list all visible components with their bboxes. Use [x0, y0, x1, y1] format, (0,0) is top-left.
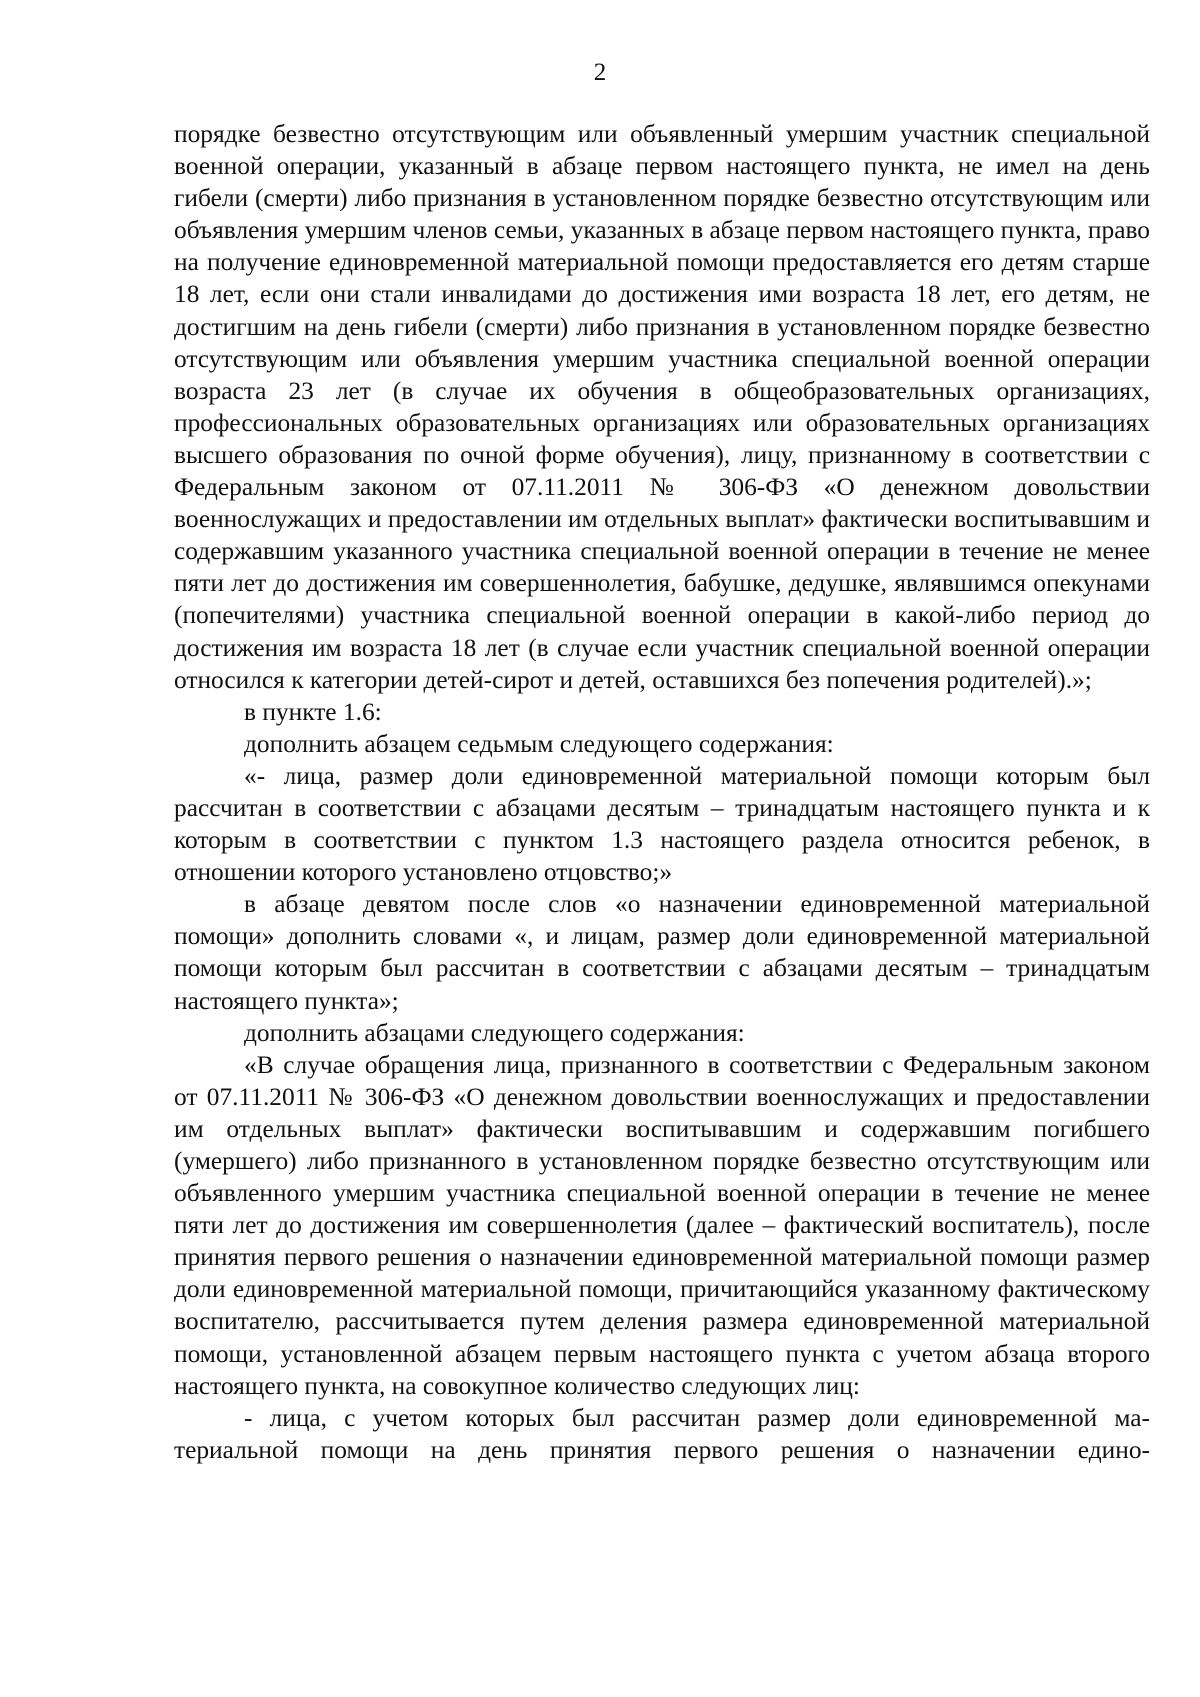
paragraph-ninth-amendment: в абзаце девятом после слов «о назначении единовременной материальной помощи» дополнить словами «, и лицам, размер доли единовременной материальной помощи которым был рассчитан в соответствии с абзацами десятым – тринадцатым настоящего пункта»;	[174, 890, 1150, 1015]
paragraph-add-paragraphs: дополнить абзацами следующего содержания:	[244, 1018, 745, 1047]
paragraph-continuation: порядке безвестно отсутствующим или объявленный умершим участник специальной военной операции, указанный в абзаце первом настоящего пункта, не имел на день гибели (смерти) либо признания в установленном порядке безвестно отсутствующим или объявления умершим членов семьи, указанных в абзаце первом настоящего пункта, право на получение единовременной материальной помощи предоставляется его детям старше 18 лет, если они стали инвалидами до достижения ими возраста 18 лет, его детям, не достигшим на день гибели (смерти) либо признания в установленном порядке безвестно отсутствующим или объявления умершим участника специальной военной операции возраста 23 лет (в случае их обучения в общеобразовательных организациях, профессиональных образовательных организациях или образовательных организациях высшего образования по очной форме обучения), лицу, признанному в соответствии с Федеральным законом от 07.11.2011 № 306-ФЗ «О денежном довольствии военнослужащих и предоставлении им отдельных выплат» фактически воспитывавшим и содержавшим указанного участника специальной военной операции в течение не менее пяти лет до достижения им совершеннолетия, бабушке, дедушке, являвшимся опекунами (попечителями) участника специальной военной операции в какой-либо период до достижения им возраста 18 лет (в случае если участник специальной военной операции относился к категории детей-сирот и детей, оставшихся без попечения родителей).»;	[174, 120, 1150, 694]
paragraph-list-item: - лица, с учетом которых был рассчитан размер доли единовременной материальной помощи на день принятия первого решения о назначении едино-	[174, 1403, 1150, 1464]
paragraph-quote-guardian: «В случае обращения лица, признанного в соответствии с Федеральным законом от 07.11.2011 № 306-ФЗ «О денежном довольствии военнослужащих и предоставлении им отдельных выплат» фактически воспитывавшим и содержавшим погибшего (умершего) либо признанного в установленном порядке безвестно отсутствующим или объявленного умершим участника специальной военной операции в течение не менее пяти лет до достижения им совершеннолетия (далее – фактический воспитатель), после принятия первого решения о назначении единовременной материальной помощи размер доли единовременной материальной помощи, причитающийся указанному фактическому воспитателю, рассчитывается путем деления размера единовременной материальной помощи, установленной абзацем первым настоящего пункта с учетом абзаца второго настоящего пункта, на совокупное количество следующих лиц:	[174, 1050, 1150, 1400]
paragraph-add-seventh: дополнить абзацем седьмым следующего содержания:	[244, 729, 834, 758]
paragraph-quote-persons: «- лица, размер доли единовременной материальной помощи которым был рассчитан в соответствии с абзацами десятым – тринадцатым настоящего пункта и к которым в соответствии с пунктом 1.3 настоящего раздела относится ребенок, в отношении которого установлено отцовство;»	[174, 761, 1150, 887]
paragraph-amendment-1-6: в пункте 1.6:	[244, 697, 382, 726]
page-number: 2	[593, 59, 607, 86]
document-body	[174, 118, 1150, 1466]
